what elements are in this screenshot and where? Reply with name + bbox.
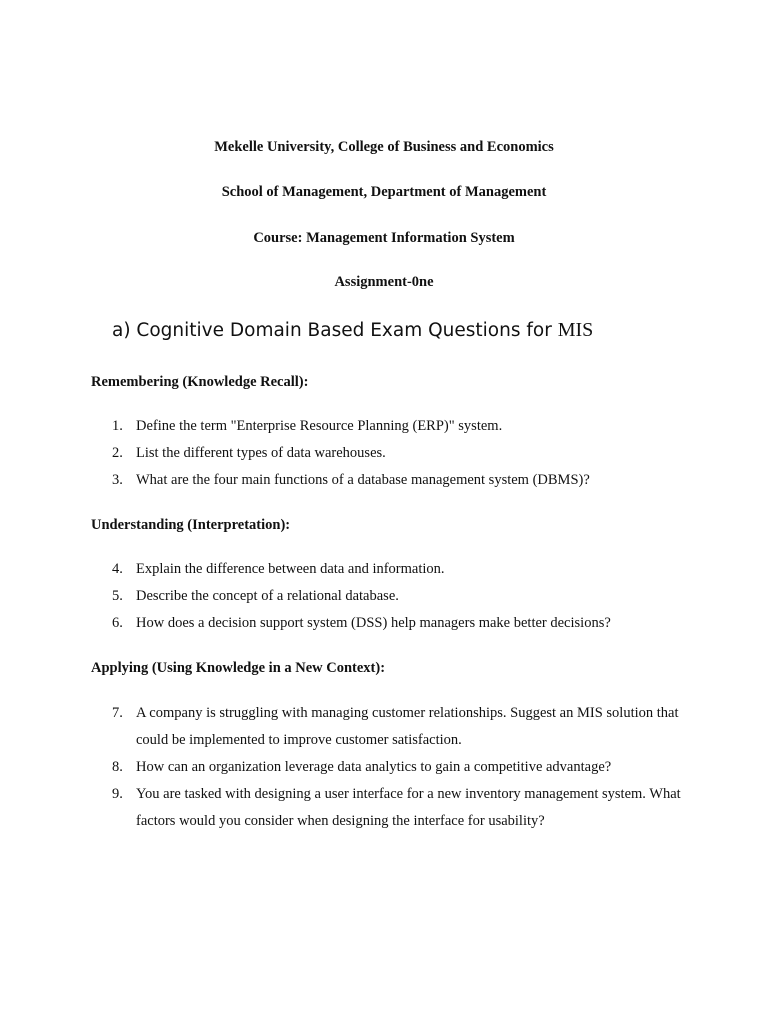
- question-text: Describe the concept of a relational database.: [136, 588, 399, 604]
- assignment-title: Assignment-0ne: [334, 274, 434, 290]
- question-number: 3.: [112, 472, 123, 488]
- main-heading-suffix: MIS: [557, 319, 594, 341]
- question-text: How can an organization leverage data analytics to gain a competitive advantage?: [136, 759, 612, 775]
- question-list-remembering: [0, 413, 768, 494]
- question-item: [0, 754, 768, 781]
- question-number: 7.: [112, 705, 123, 721]
- main-heading-prefix: a) Cognitive Domain Based Exam Questions for: [112, 320, 558, 341]
- question-text: A company is struggling with managing customer relationships. Suggest an MIS solution that could be implemented to improve customer satisfaction.: [136, 705, 679, 748]
- question-number: 9.: [112, 786, 123, 802]
- section-heading-applying: Applying (Using Knowledge in a New Context):: [91, 660, 386, 676]
- question-item: [0, 583, 768, 610]
- section-heading-understanding: Understanding (Interpretation):: [91, 517, 291, 533]
- question-item: [0, 610, 768, 637]
- question-list-understanding: [0, 556, 768, 637]
- question-text: Define the term "Enterprise Resource Planning (ERP)" system.: [136, 418, 503, 434]
- section-heading-remembering: Remembering (Knowledge Recall):: [91, 374, 309, 390]
- question-number: 5.: [112, 588, 123, 604]
- question-text: What are the four main functions of a database management system (DBMS)?: [136, 472, 590, 488]
- university-title: Mekelle University, College of Business and Economics: [214, 139, 554, 155]
- question-item: [0, 467, 768, 494]
- question-item: [0, 556, 768, 583]
- question-list-applying: [0, 700, 768, 835]
- question-number: 4.: [112, 561, 123, 577]
- question-item: [0, 440, 768, 467]
- question-text: Explain the difference between data and information.: [136, 561, 445, 577]
- question-item: [0, 700, 768, 754]
- school-title: School of Management, Department of Management: [221, 184, 547, 200]
- main-heading: [112, 317, 593, 344]
- course-title: Course: Management Information System: [253, 230, 515, 246]
- question-text: List the different types of data warehouses.: [136, 445, 386, 461]
- question-number: 2.: [112, 445, 123, 461]
- question-text: How does a decision support system (DSS) help managers make better decisions?: [136, 615, 611, 631]
- question-number: 1.: [112, 418, 123, 434]
- question-text: You are tasked with designing a user interface for a new inventory management system. What factors would you consider when designing the interface for usability?: [136, 786, 681, 829]
- question-item: [0, 413, 768, 440]
- question-item: [0, 781, 768, 835]
- question-number: 8.: [112, 759, 123, 775]
- question-number: 6.: [112, 615, 123, 631]
